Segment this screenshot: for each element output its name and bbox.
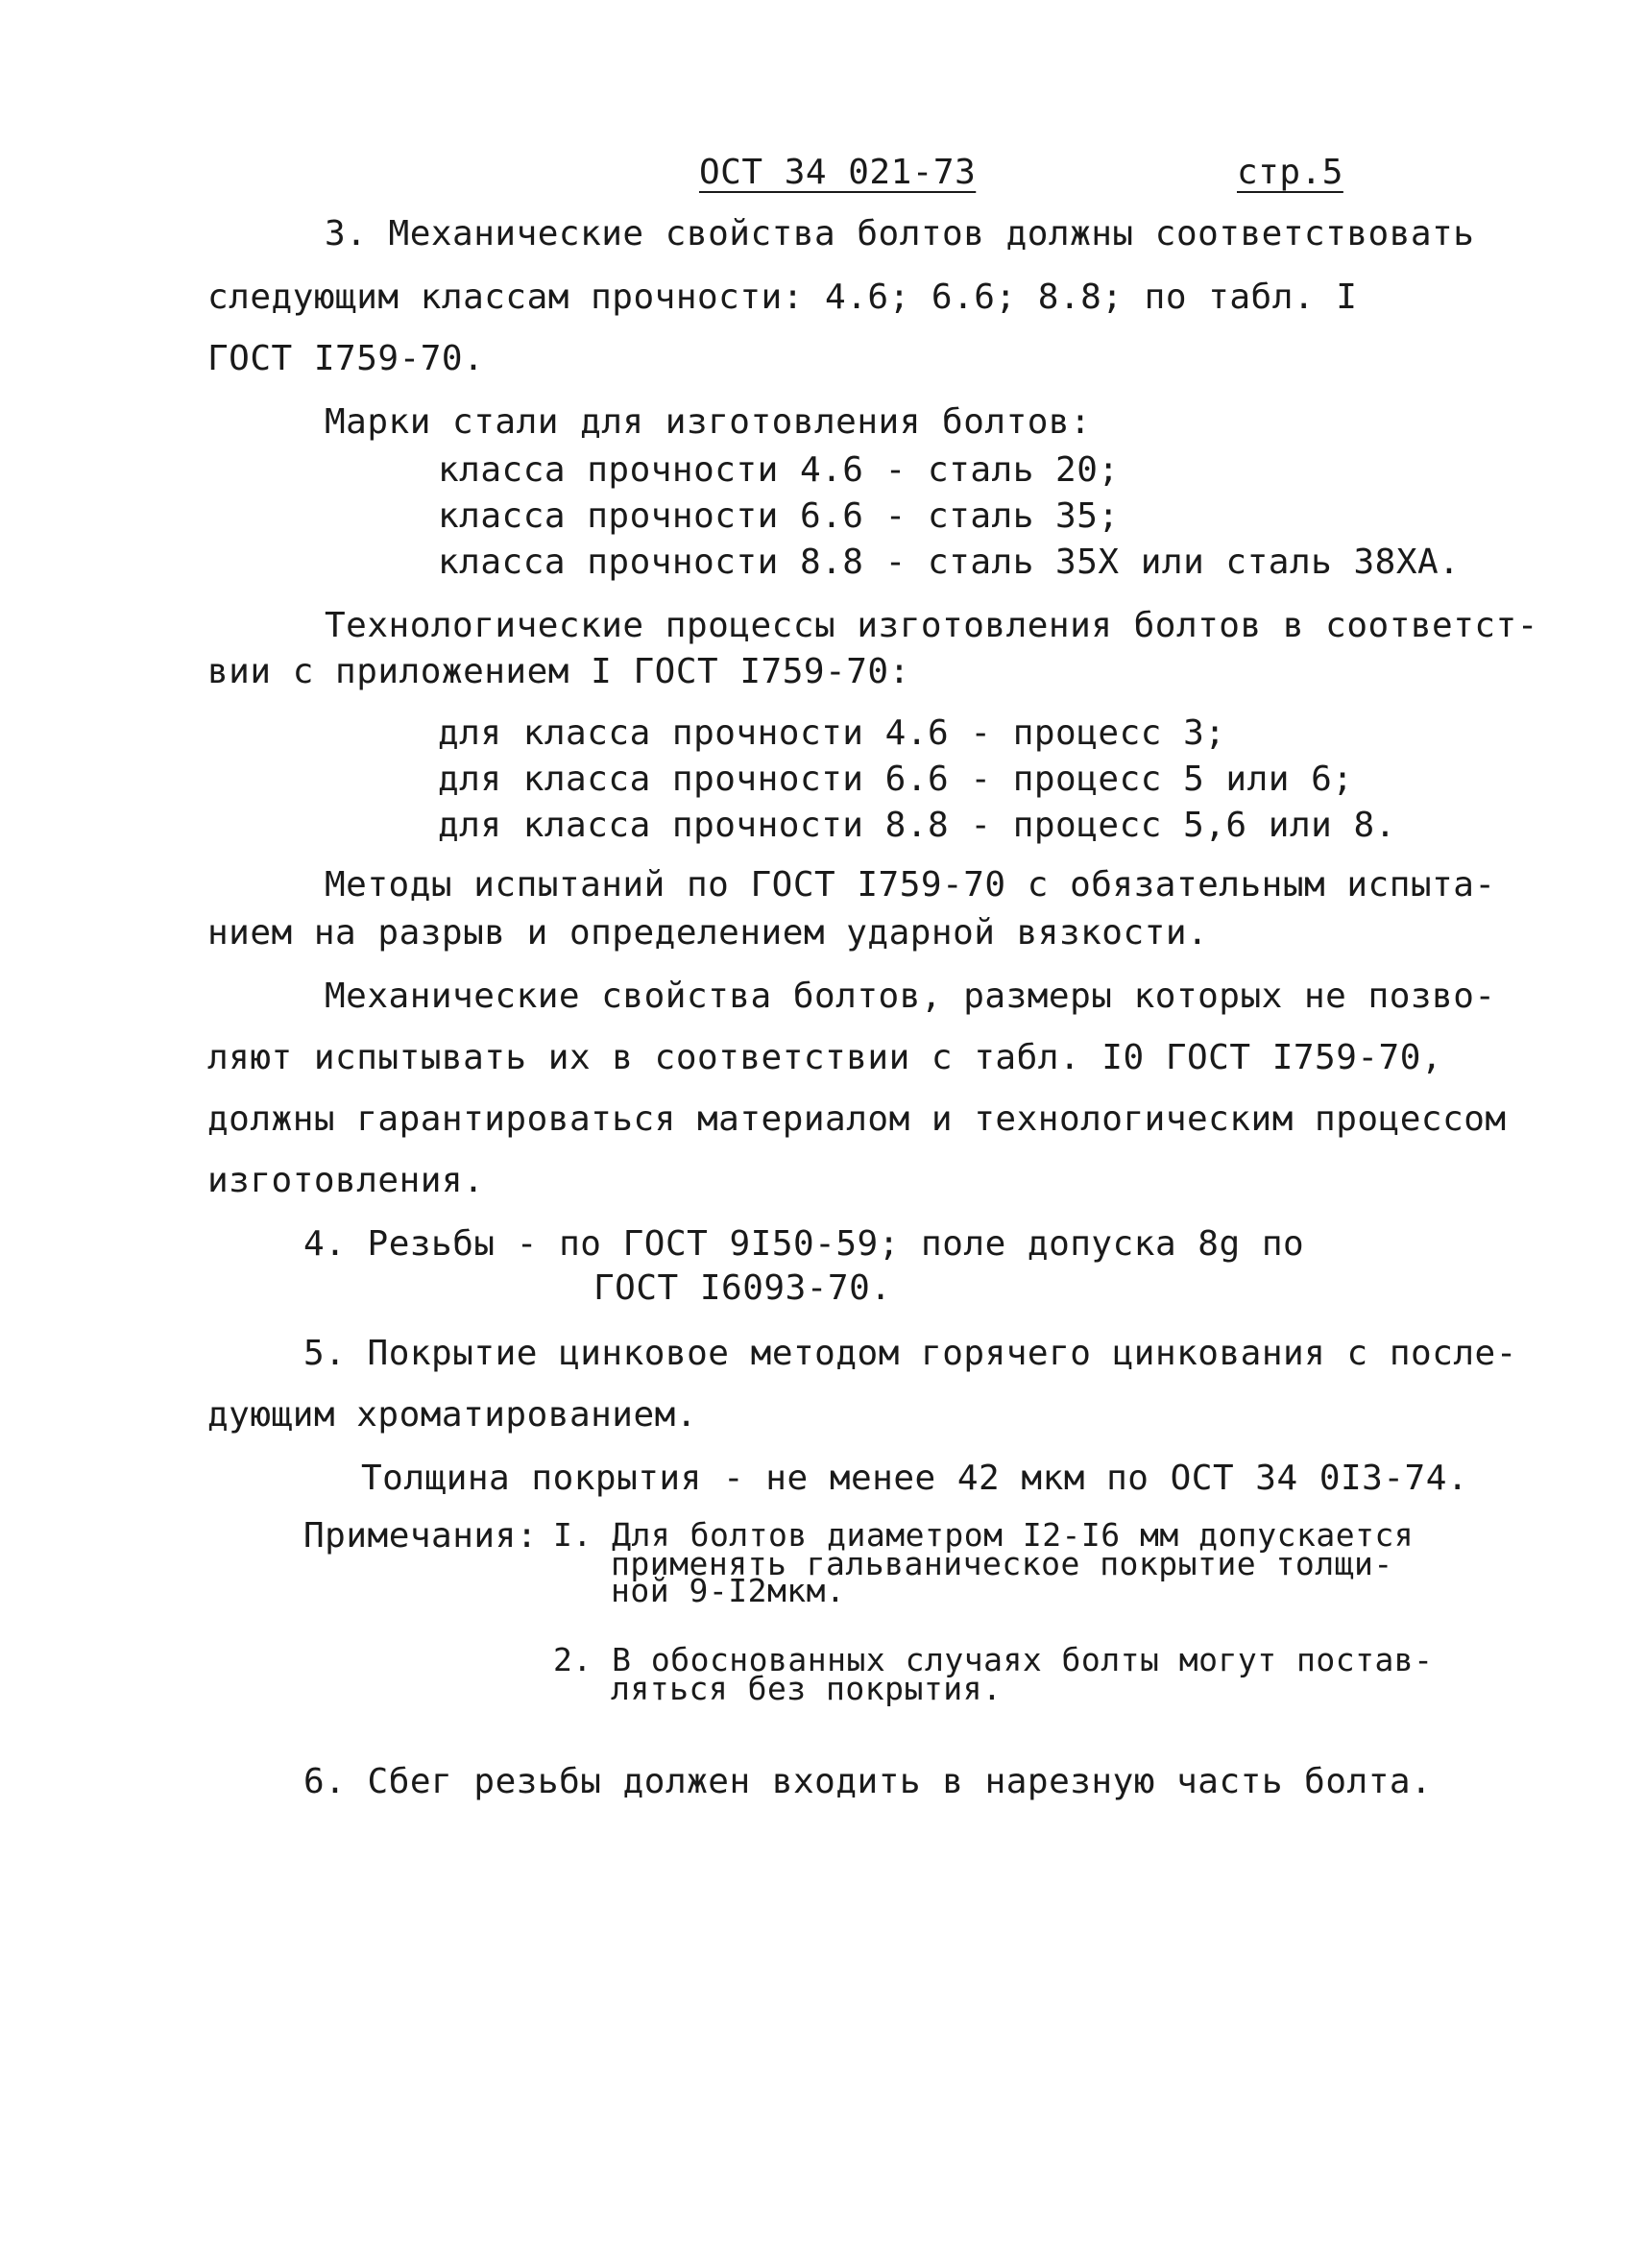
note-1-line-2: применять гальваническое покрытие толщи- xyxy=(611,1545,1393,1582)
section-3-line-1: 3. Механические свойства болтов должны соответствовать xyxy=(325,214,1475,253)
coating-thickness: Толщина покрытия - не менее 42 мкм по ОСТ 34 0I3-74. xyxy=(361,1459,1469,1498)
tech-process-line-1: Технологические процессы изготовления болтов в соответст- xyxy=(325,606,1538,645)
mechanical-props-line-2: ляют испытывать их в соответствии с табл. I0 ГОСТ I759-70, xyxy=(207,1038,1443,1077)
section-4-line-1: 4. Резьбы - по ГОСТ 9I50-59; поле допуска 8g по xyxy=(303,1224,1305,1264)
section-5-line-1: 5. Покрытие цинковое методом горячего цинкования с после- xyxy=(303,1334,1517,1373)
section-5-line-2: дующим хроматированием. xyxy=(207,1395,697,1435)
steel-grade-item: класса прочности 4.6 - сталь 20; xyxy=(438,450,1120,490)
test-methods-line-2: нием на разрыв и определением ударной вязкости. xyxy=(207,913,1209,953)
mechanical-props-line-3: должны гарантироваться материалом и технологическим процессом xyxy=(207,1099,1507,1139)
steel-grade-item: класса прочности 6.6 - сталь 35; xyxy=(438,496,1120,536)
process-item: для класса прочности 6.6 - процесс 5 или 6; xyxy=(438,760,1354,799)
section-4-line-2: ГОСТ I6093-70. xyxy=(593,1268,892,1308)
steel-grades-intro: Марки стали для изготовления болтов: xyxy=(325,402,1092,442)
section-3-line-2: следующим классам прочности: 4.6; 6.6; 8.8; по табл. I xyxy=(207,277,1358,317)
mechanical-props-line-4: изготовления. xyxy=(207,1161,485,1200)
section-3-line-3: ГОСТ I759-70. xyxy=(207,339,485,378)
note-2-line-1: 2. В обоснованных случаях болты могут постав- xyxy=(553,1641,1434,1678)
process-item: для класса прочности 4.6 - процесс 3; xyxy=(438,713,1226,753)
process-item: для класса прочности 8.8 - процесс 5,6 или 8. xyxy=(438,806,1396,845)
mechanical-props-line-1: Механические свойства болтов, размеры которых не позво- xyxy=(325,977,1496,1016)
note-1-line-3: ной 9-I2мкм. xyxy=(611,1572,846,1609)
steel-grade-item: класса прочности 8.8 - сталь 35Х или сталь 38ХА. xyxy=(438,543,1461,582)
test-methods-line-1: Методы испытаний по ГОСТ I759-70 с обязательным испыта- xyxy=(325,865,1496,905)
tech-process-line-2: вии с приложением I ГОСТ I759-70: xyxy=(207,652,910,691)
notes-label: Примечания: xyxy=(303,1516,538,1556)
note-2-line-2: ляться без покрытия. xyxy=(611,1670,1003,1707)
page-number: стр.5 xyxy=(1237,153,1343,192)
note-1-line-1: I. Для болтов диаметром I2-I6 мм допускается xyxy=(553,1516,1415,1554)
section-6-line-1: 6. Сбег резьбы должен входить в нарезную часть болта. xyxy=(303,1762,1433,1801)
document-id: ОСТ 34 021-73 xyxy=(699,153,977,192)
